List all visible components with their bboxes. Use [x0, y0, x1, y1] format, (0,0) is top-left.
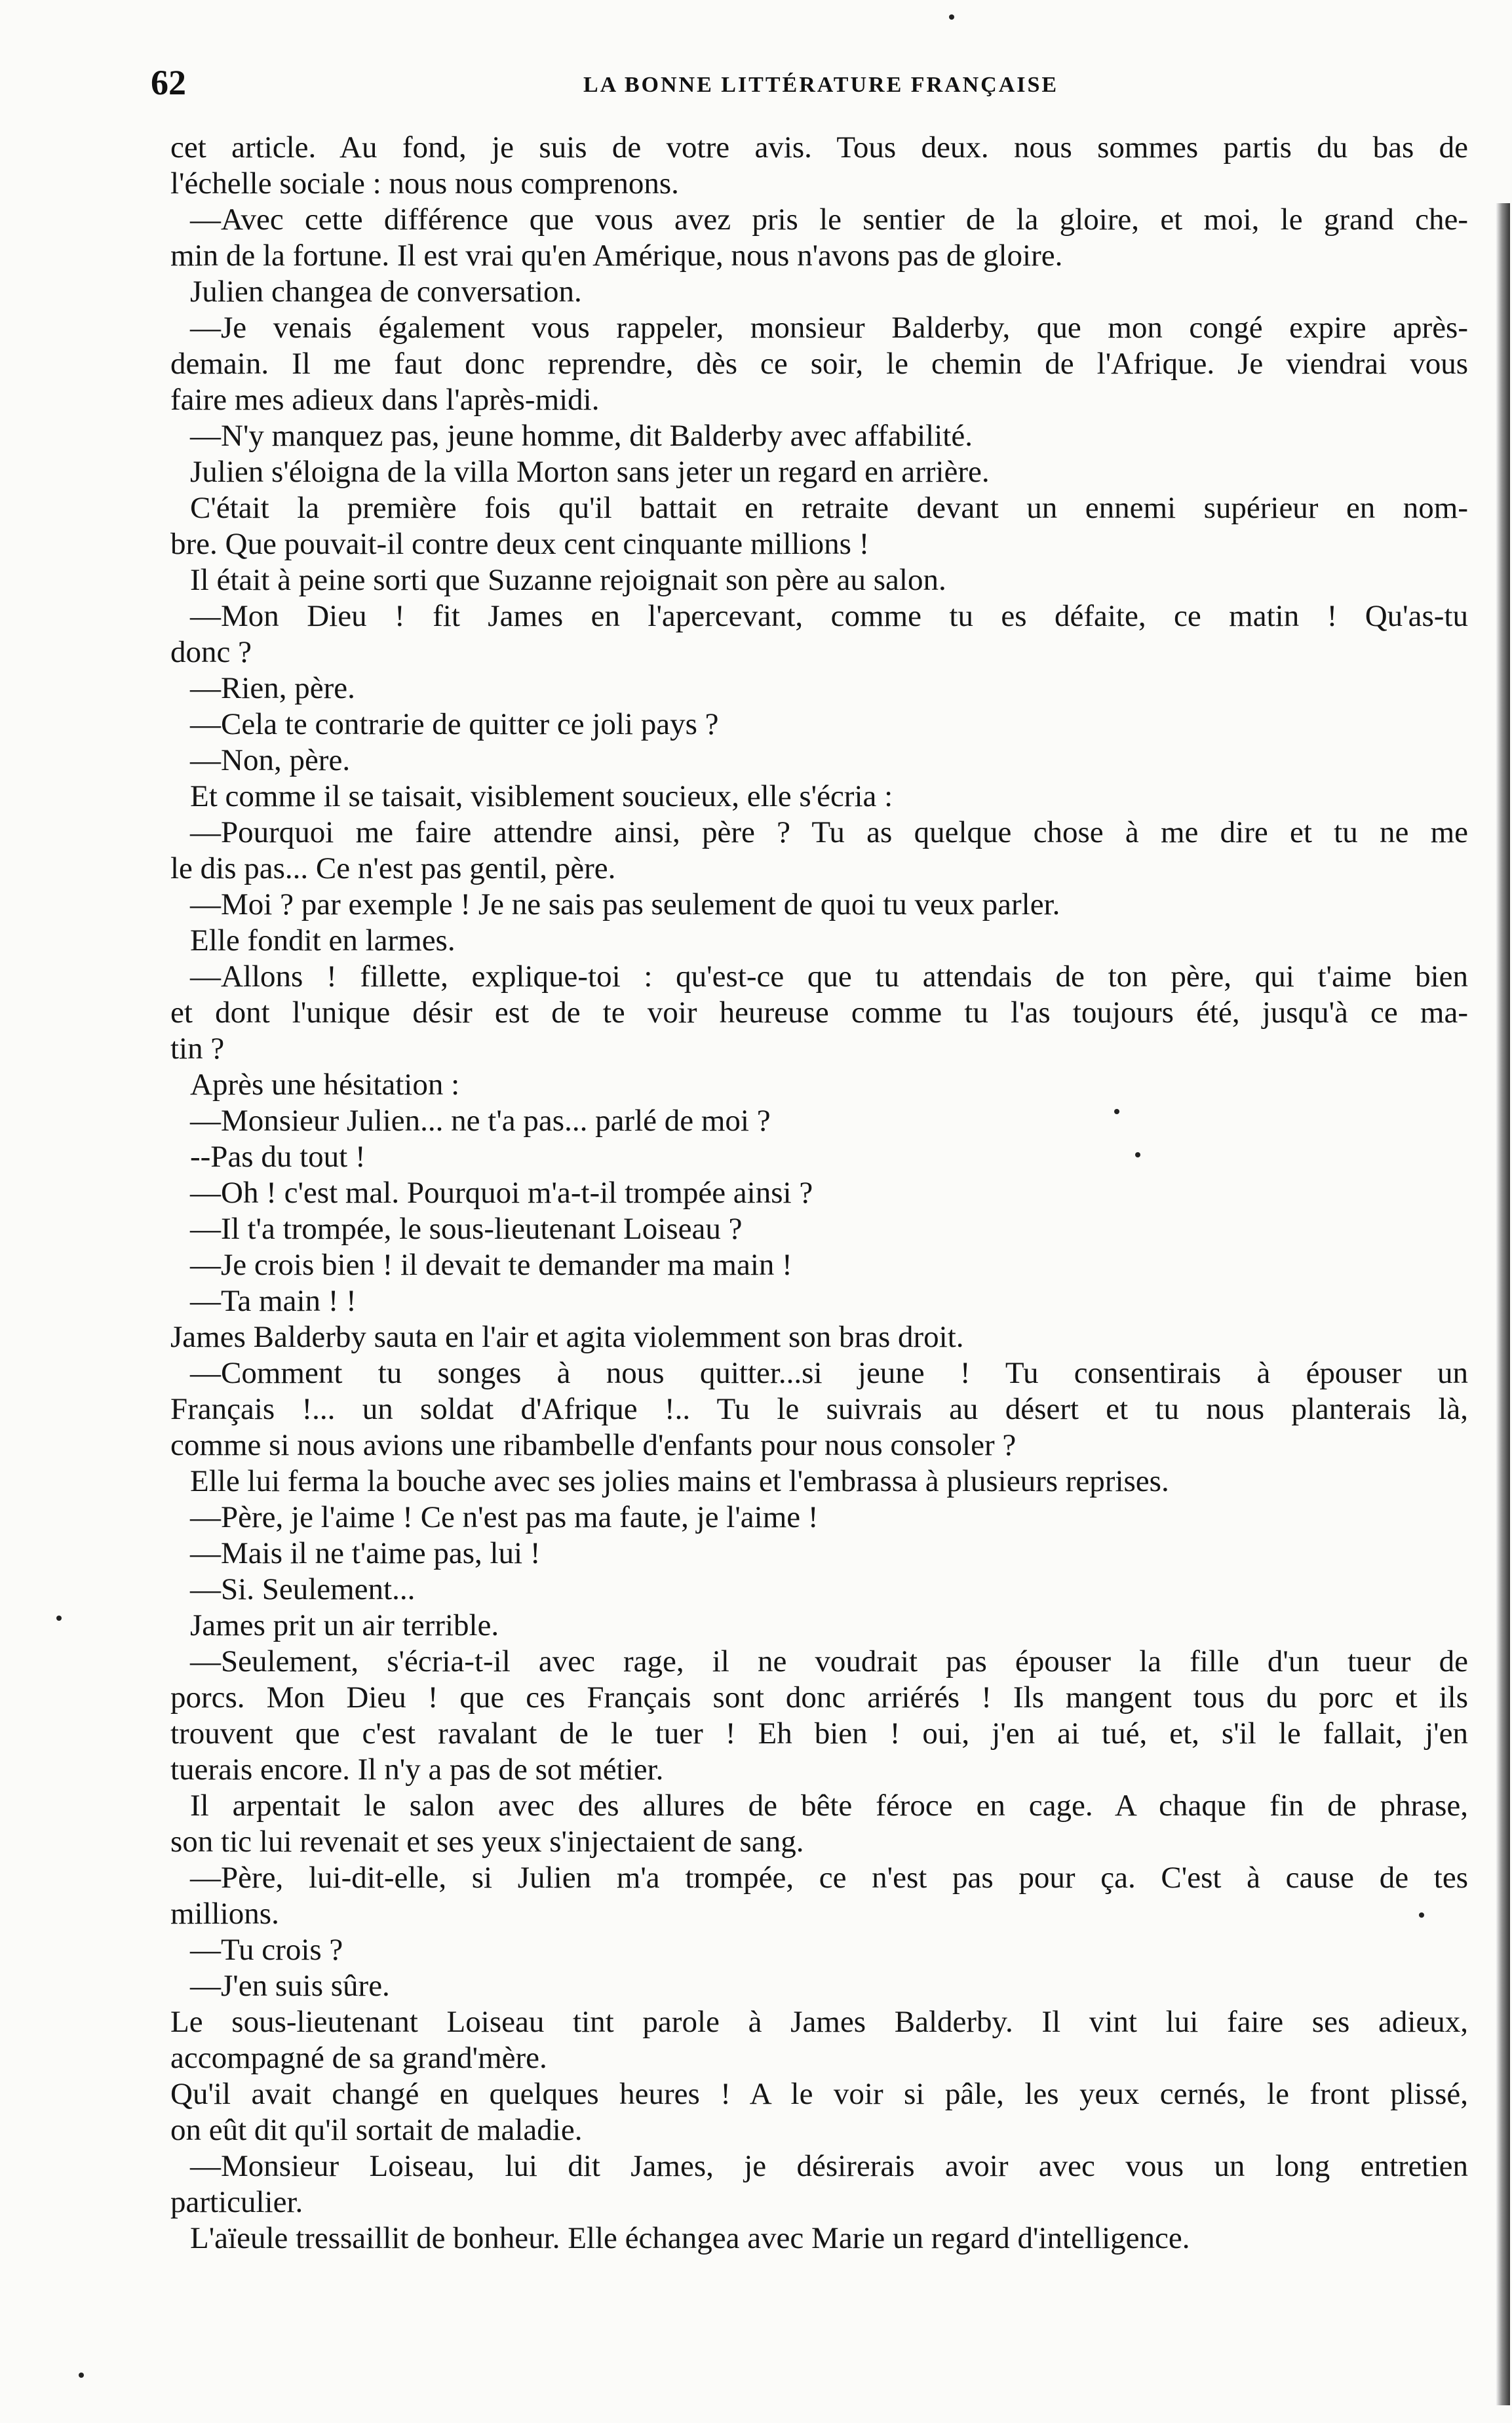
- page-edge-shadow: [1496, 203, 1510, 2405]
- print-speck: [1419, 1912, 1424, 1918]
- text-line: —Allons ! fillette, explique-toi : qu'est-ce que tu attendais de ton père, qui t'aime bien: [190, 960, 1468, 994]
- print-speck: [949, 14, 954, 20]
- text-line: Qu'il avait changé en quelques heures ! A le voir si pâle, les yeux cernés, le front plissé,: [170, 2077, 1468, 2111]
- print-speck: [1135, 1152, 1140, 1157]
- text-line: —J'en suis sûre.: [190, 1969, 390, 2003]
- text-line: —Seulement, s'écria-t-il avec rage, il ne voudrait pas épouser la fille d'un tueur de: [190, 1644, 1468, 1678]
- text-line: cet article. Au fond, je suis de votre avis. Tous deux. nous sommes partis du bas de: [170, 130, 1468, 165]
- text-line: tuerais encore. Il n'y a pas de sot métier.: [170, 1753, 664, 1787]
- text-line: --Pas du tout !: [190, 1140, 366, 1174]
- text-line: C'était la première fois qu'il battait en retraite devant un ennemi supérieur en nom-: [190, 491, 1468, 525]
- text-line: min de la fortune. Il est vrai qu'en Amérique, nous n'avons pas de gloire.: [170, 239, 1063, 273]
- text-line: —Comment tu songes à nous quitter...si jeune ! Tu consentirais à épouser un: [190, 1356, 1468, 1390]
- text-line: —Mon Dieu ! fit James en l'apercevant, comme tu es défaite, ce matin ! Qu'as-tu: [190, 599, 1468, 633]
- text-line: —Père, lui-dit-elle, si Julien m'a trompée, ce n'est pas pour ça. C'est à cause de tes: [190, 1861, 1468, 1895]
- body-text: [170, 130, 1468, 2257]
- page-header: [151, 62, 1350, 115]
- text-line: comme si nous avions une ribambelle d'enfants pour nous consoler ?: [170, 1428, 1017, 1462]
- text-line: —Ta main ! !: [190, 1284, 357, 1318]
- text-line: —Rien, père.: [190, 671, 355, 705]
- text-line: Et comme il se taisait, visiblement soucieux, elle s'écria :: [190, 779, 893, 813]
- text-line: tin ?: [170, 1032, 225, 1066]
- text-line: l'échelle sociale : nous nous comprenons.: [170, 166, 679, 201]
- text-line: Français !... un soldat d'Afrique !.. Tu le suivrais au désert et tu nous planterais là,: [170, 1392, 1468, 1426]
- text-line: —Mais il ne t'aime pas, lui !: [190, 1536, 541, 1570]
- text-line: —Monsieur Julien... ne t'a pas... parlé de moi ?: [190, 1104, 771, 1138]
- text-line: —Oh ! c'est mal. Pourquoi m'a-t-il trompée ainsi ?: [190, 1176, 813, 1210]
- text-line: —N'y manquez pas, jeune homme, dit Balderby avec affabilité.: [190, 419, 973, 453]
- text-line: Il arpentait le salon avec des allures de bête féroce en cage. A chaque fin de phrase,: [190, 1789, 1468, 1823]
- print-speck: [79, 2373, 84, 2378]
- text-line: demain. Il me faut donc reprendre, dès ce soir, le chemin de l'Afrique. Je viendrai vous: [170, 347, 1468, 381]
- text-line: bre. Que pouvait-il contre deux cent cinquante millions !: [170, 527, 870, 561]
- text-line: Elle fondit en larmes.: [190, 923, 456, 958]
- text-line: le dis pas... Ce n'est pas gentil, père.: [170, 851, 616, 885]
- text-line: James prit un air terrible.: [190, 1608, 499, 1642]
- text-line: James Balderby sauta en l'air et agita violemment son bras droit.: [170, 1320, 964, 1354]
- text-line: on eût dit qu'il sortait de maladie.: [170, 2113, 583, 2147]
- text-line: —Tu crois ?: [190, 1933, 343, 1967]
- text-line: Le sous-lieutenant Loiseau tint parole à James Balderby. Il vint lui faire ses adieux,: [170, 2005, 1468, 2039]
- page-number: 62: [151, 63, 186, 102]
- text-line: —Pourquoi me faire attendre ainsi, père ? Tu as quelque chose à me dire et tu ne me: [190, 815, 1468, 849]
- text-line: —Avec cette différence que vous avez pris le sentier de la gloire, et moi, le grand che-: [190, 203, 1468, 237]
- text-line: millions.: [170, 1897, 279, 1931]
- text-line: et dont l'unique désir est de te voir heureuse comme tu l'as toujours été, jusqu'à ce ma-: [170, 996, 1468, 1030]
- text-line: —Je venais également vous rappeler, monsieur Balderby, que mon congé expire après-: [190, 311, 1468, 345]
- text-line: particulier.: [170, 2185, 303, 2219]
- text-line: —Je crois bien ! il devait te demander ma main !: [190, 1248, 792, 1282]
- text-line: Julien changea de conversation.: [190, 275, 582, 309]
- text-line: —Père, je l'aime ! Ce n'est pas ma faute, je l'aime !: [190, 1500, 819, 1534]
- text-line: —Monsieur Loiseau, lui dit James, je désirerais avoir avec vous un long entretien: [190, 2149, 1468, 2183]
- print-speck: [56, 1616, 62, 1621]
- text-line: Il était à peine sorti que Suzanne rejoignait son père au salon.: [190, 563, 946, 597]
- text-line: porcs. Mon Dieu ! que ces Français sont donc arriérés ! Ils mangent tous du porc et ils: [170, 1680, 1468, 1715]
- text-line: accompagné de sa grand'mère.: [170, 2041, 547, 2075]
- text-line: —Non, père.: [190, 743, 351, 777]
- print-speck: [1114, 1109, 1119, 1114]
- text-line: son tic lui revenait et ses yeux s'injectaient de sang.: [170, 1825, 804, 1859]
- text-line: Elle lui ferma la bouche avec ses jolies mains et l'embrassa à plusieurs reprises.: [190, 1464, 1169, 1498]
- text-line: —Si. Seulement...: [190, 1572, 416, 1606]
- text-line: —Moi ? par exemple ! Je ne sais pas seulement de quoi tu veux parler.: [190, 887, 1060, 921]
- running-title: LA BONNE LITTÉRATURE FRANÇAISE: [583, 73, 1059, 97]
- text-line: trouvent que c'est ravalant de le tuer ! Eh bien ! oui, j'en ai tué, et, s'il le fallait, j'en: [170, 1716, 1468, 1751]
- text-line: donc ?: [170, 635, 252, 669]
- text-line: —Il t'a trompée, le sous-lieutenant Loiseau ?: [190, 1212, 743, 1246]
- text-line: Après une hésitation :: [190, 1068, 460, 1102]
- text-line: faire mes adieux dans l'après-midi.: [170, 383, 600, 417]
- text-line: —Cela te contrarie de quitter ce joli pays ?: [190, 707, 719, 741]
- text-line: Julien s'éloigna de la villa Morton sans jeter un regard en arrière.: [190, 455, 990, 489]
- text-line: L'aïeule tressaillit de bonheur. Elle échangea avec Marie un regard d'intelligence.: [190, 2221, 1190, 2255]
